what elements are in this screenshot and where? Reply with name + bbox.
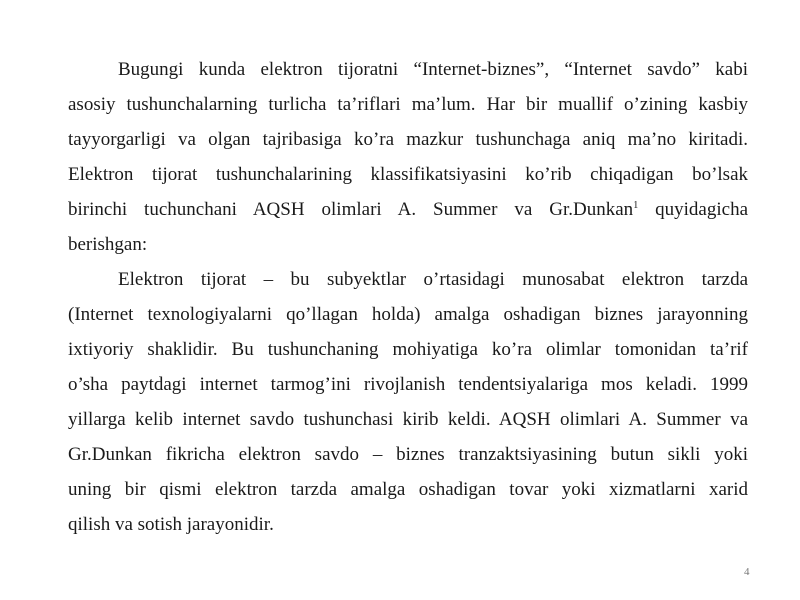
paragraph-1-line-2: asosiy tushunchalarning turlicha ta’riflari ma’lum. Har bir muallif o’zining kasbiy xyxy=(68,94,748,115)
paragraph-2-line-8: qilish va sotish jarayonidir. xyxy=(68,514,274,535)
paragraph-1-line-5 xyxy=(68,198,748,222)
paragraph-1-line-4: Elektron tijorat tushunchalarining klassifikatsiyasini ko’rib chiqadigan bo’lsak xyxy=(68,164,748,185)
paragraph-1-line-6: berishgan: xyxy=(68,234,148,255)
paragraph-2-line-3: ixtiyoriy shaklidir. Bu tushunchaning mohiyatiga ko’ra olimlar tomonidan ta’rif xyxy=(68,339,748,360)
footnote-reference[interactable]: 1 xyxy=(633,200,639,211)
paragraph-1-line-5-text: birinchi tuchunchani AQSH olimlari A. Summer va Gr.Dunkan xyxy=(68,199,634,220)
paragraph-1-line-5-text-end: quyidagicha xyxy=(638,199,749,220)
paragraph-2-line-1: Elektron tijorat – bu subyektlar o’rtasidagi munosabat elektron tarzda xyxy=(118,269,748,290)
paragraph-2-line-7: uning bir qismi elektron tarzda amalga oshadigan tovar yoki xizmatlarni xarid xyxy=(68,479,748,500)
paragraph-2-line-5: yillarga kelib internet savdo tushunchasi kirib keldi. AQSH olimlari A. Summer va xyxy=(68,409,748,430)
paragraph-1-line-1: Bugungi kunda elektron tijoratni “Internet-biznes”, “Internet savdo” kabi xyxy=(118,59,748,80)
page-number: 4 xyxy=(744,566,750,578)
paragraph-2-line-4: o’sha paytdagi internet tarmog’ini rivojlanish tendentsiyalariga mos keladi. 1999 xyxy=(68,374,748,395)
paragraph-2-line-2: (Internet texnologiyalarni qo’llagan holda) amalga oshadigan biznes jarayonning xyxy=(68,304,748,325)
paragraph-2-line-6: Gr.Dunkan fikricha elektron savdo – biznes tranzaktsiyasining butun sikli yoki xyxy=(68,444,748,465)
paragraph-1-line-3: tayyorgarligi va olgan tajribasiga ko’ra mazkur tushunchaga aniq ma’no kiritadi. xyxy=(68,129,748,150)
